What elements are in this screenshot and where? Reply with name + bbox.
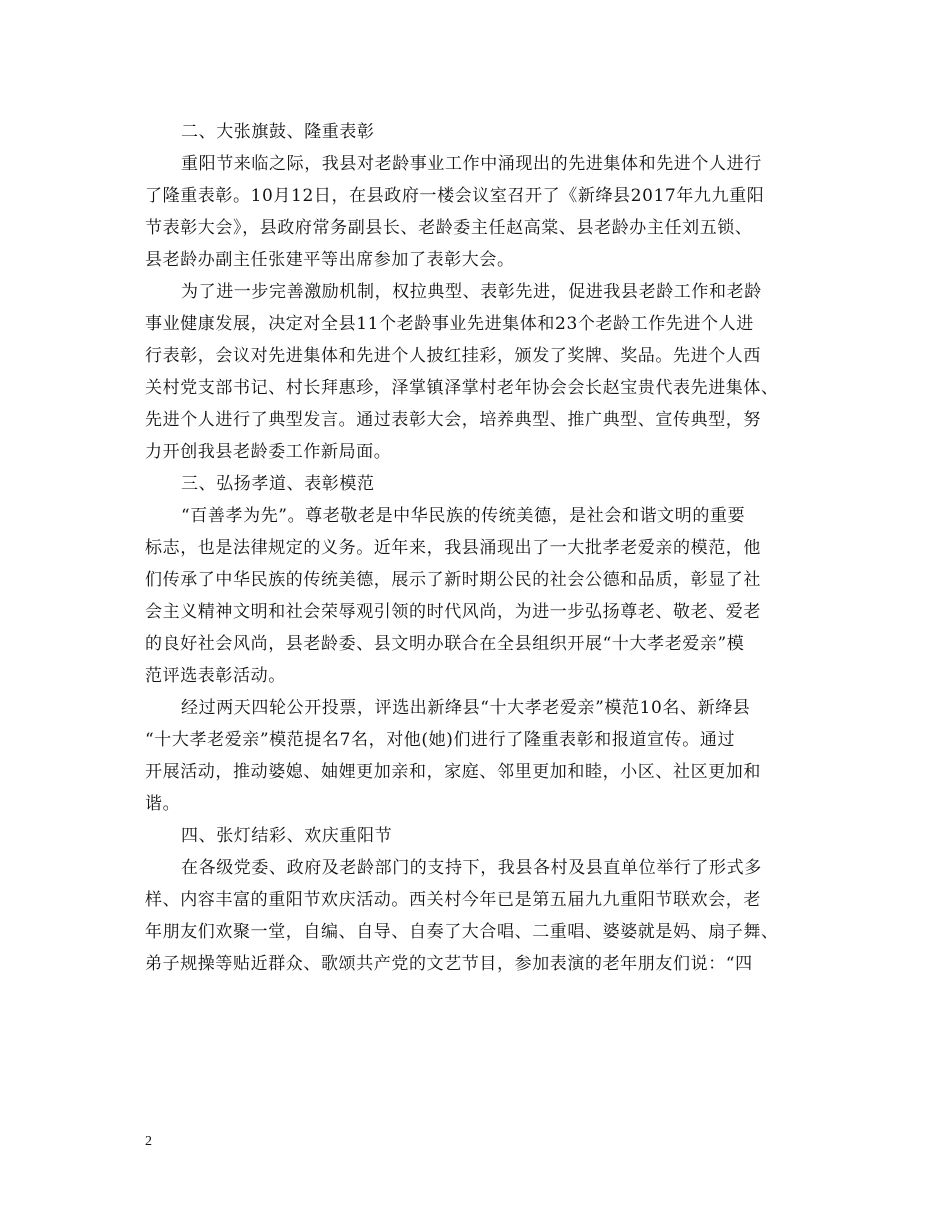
paragraph-line: 会主义精神文明和社会荣辱观引领的时代风尚，为进一步弘扬尊老、敬老、爱老 (145, 602, 761, 622)
paragraph-line: 先进个人进行了典型发言。通过表彰大会，培养典型、推广典型、宣传典型，努 (145, 410, 761, 430)
paragraph-line: 县老龄办副主任张建平等出席参加了表彰大会。 (145, 250, 515, 270)
paragraph-line: 的良好社会风尚，县老龄委、县文明办联合在全县组织开展“十大孝老爱亲”模 (145, 634, 745, 654)
paragraph-line: 样、内容丰富的重阳节欢庆活动。西关村今年已是第五届九九重阳节联欢会，老 (145, 890, 761, 910)
paragraph-line: 重阳节来临之际，我县对老龄事业工作中涌现出的先进集体和先进个人进行 (181, 154, 762, 174)
paragraph-line: 们传承了中华民族的传统美德，展示了新时期公民的社会公德和品质，彰显了社 (145, 570, 761, 590)
paragraph-line: 为了进一步完善激励机制，权拉典型、表彰先进，促进我县老龄工作和老龄 (181, 282, 762, 302)
paragraph-line: 标志，也是法律规定的义务。近年来，我县涌现出了一大批孝老爱亲的模范，他 (145, 538, 761, 558)
section-heading: 四、张灯结彩、欢庆重阳节 (181, 826, 393, 846)
paragraph-line: 弟子规操等贴近群众、歌颂共产党的文艺节目，参加表演的老年朋友们说：“四 (145, 954, 753, 974)
paragraph-line: 年朋友们欢聚一堂，自编、自导、自奏了大合唱、二重唱、婆婆就是妈、扇子舞、 (145, 922, 779, 942)
paragraph-line: 范评选表彰活动。 (145, 666, 286, 686)
paragraph-line: 事业健康发展，决定对全县11个老龄事业先进集体和23个老龄工作先进个人进 (145, 314, 754, 334)
paragraph-line: “十大孝老爱亲”模范提名7名，对他(她)们进行了隆重表彰和报道宣传。通过 (145, 730, 736, 750)
section-heading: 二、大张旗鼓、隆重表彰 (181, 122, 375, 142)
document-body (145, 116, 815, 980)
paragraph-line: “百善孝为先”。尊老敬老是中华民族的传统美德，是社会和谐文明的重要 (181, 506, 746, 526)
paragraph-line: 了隆重表彰。10月12日，在县政府一楼会议室召开了《新绛县2017年九九重阳 (145, 186, 765, 206)
paragraph-line: 谐。 (145, 794, 181, 814)
paragraph-line: 节表彰大会》，县政府常务副县长、老龄委主任赵高棠、县老龄办主任刘五锁、 (145, 218, 753, 238)
paragraph-line: 关村党支部书记、村长拜惠珍，泽掌镇泽掌村老年协会会长赵宝贵代表先进集体、 (145, 378, 779, 398)
paragraph-line: 经过两天四轮公开投票，评选出新绛县“十大孝老爱亲”模范10名、新绛县 (181, 698, 751, 718)
paragraph-line: 行表彰，会议对先进集体和先进个人披红挂彩，颁发了奖牌、奖品。先进个人西 (145, 346, 761, 366)
page-number: 2 (145, 1134, 152, 1149)
paragraph-line: 开展活动，推动婆媳、妯娌更加亲和，家庭、邻里更加和睦，小区、社区更加和 (145, 762, 761, 782)
section-heading: 三、弘扬孝道、表彰模范 (181, 474, 375, 494)
paragraph-line: 在各级党委、政府及老龄部门的支持下，我县各村及县直单位举行了形式多 (181, 858, 762, 878)
paragraph-line: 力开创我县老龄委工作新局面。 (145, 442, 392, 462)
